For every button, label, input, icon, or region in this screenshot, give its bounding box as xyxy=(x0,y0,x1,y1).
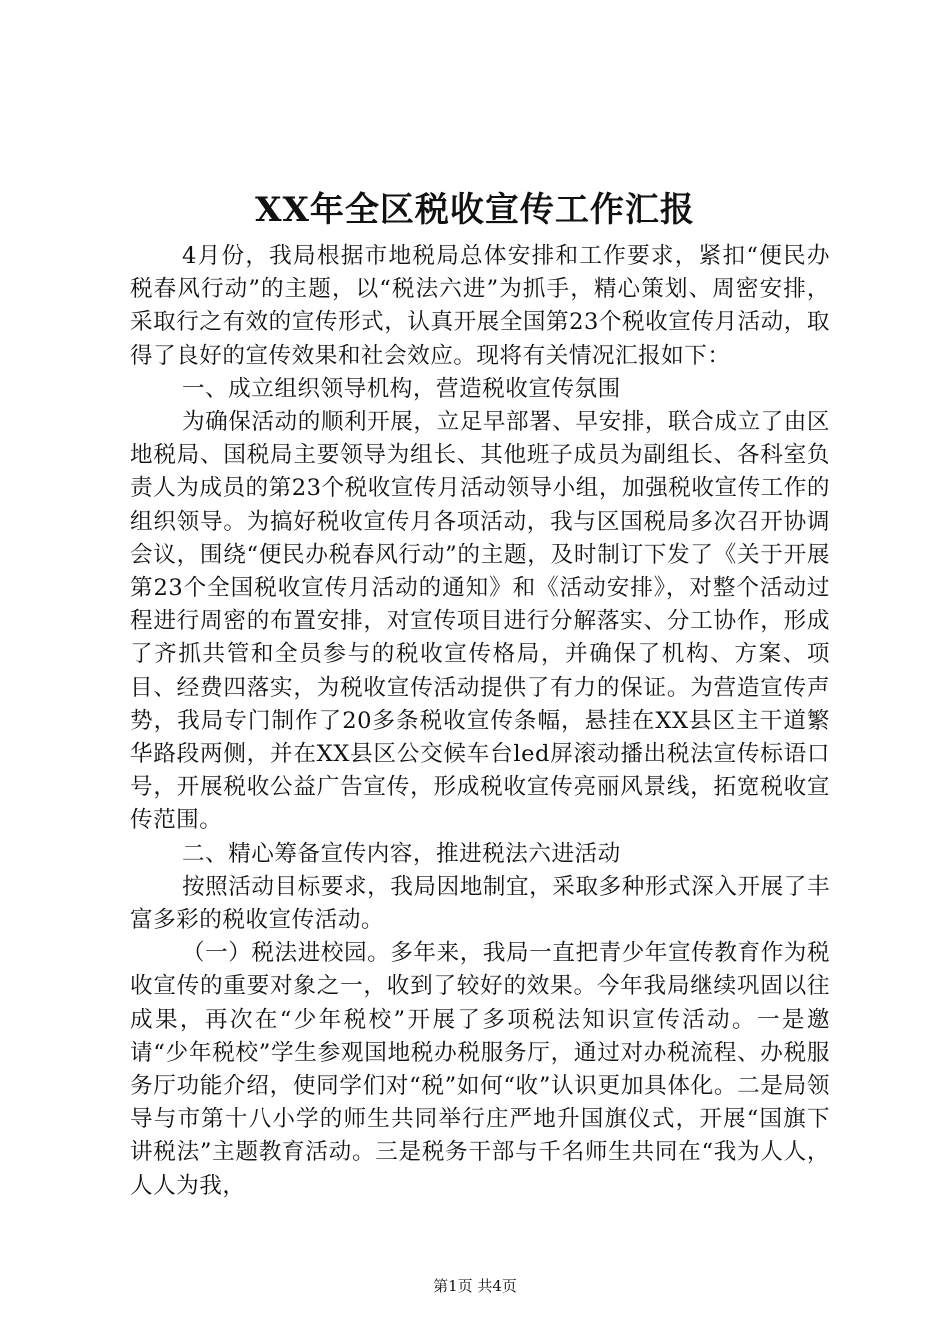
section-2-paragraph: 按照活动目标要求，我局因地制宜，采取多种形式深入开展了丰富多彩的税收宣传活动。 xyxy=(130,873,830,934)
document-title: XX年全区税收宣传工作汇报 xyxy=(255,190,695,230)
page-number: 第1页 共4页 xyxy=(433,1277,517,1295)
section-1-paragraph: 为确保活动的顺利开展，立足早部署、早安排，联合成立了由区地税局、国税局主要领导为组长、其他班子成员为副组长、各科室负责人为成员的第23个税收宣传月活动领导小组，加强税收宣传工作的组织领导。为搞好税收宣传月各项活动，我与区国税局多次召开协调会议，围绕“便民办税春风行动”的主题，及时制订下发了《关于开展第23个全国税收宣传月活动的通知》和《活动安排》，对整个活动过程进行周密的布置安排，对宣传项目进行分解落实、分工协作，形成了齐抓共管和全员参与的税收宣传格局，并确保了机构、方案、项目、经费四落实，为税收宣传活动提供了有力的保证。为营造宣传声势，我局专门制作了20多条税收宣传条幅，悬挂在XX县区主干道繁华路段两侧，并在XX县区公交候车台led屏滚动播出税法宣传标语口号，开展税收公益广告宣传，形成税收宣传亮丽风景线，拓宽税收宣传范围。 xyxy=(130,409,830,834)
document-body xyxy=(130,240,830,1203)
subsection-1-paragraph: （一）税法进校园。多年来，我局一直把青少年宣传教育作为税收宣传的重要对象之一，收到了较好的效果。今年我局继续巩固以往成果，再次在“少年税校”开展了多项税法知识宣传活动。一是邀请“少年税校”学生参观国地税办税服务厅，通过对办税流程、办税服务厅功能介绍，使同学们对“税”如何“收”认识更加具体化。二是局领导与市第十八小学的师生共同举行庄严地升国旗仪式，开展“国旗下讲税法”主题教育活动。三是税务干部与千名师生共同在“我为人人，人人为我， xyxy=(130,940,830,1199)
section-heading-1: 一、成立组织领导机构，营造税收宣传氛围 xyxy=(181,375,621,402)
section-heading-2: 二、精心筹备宣传内容，推进税法六进活动 xyxy=(181,840,621,867)
intro-paragraph: 4月份，我局根据市地税局总体安排和工作要求，紧扣“便民办税春风行动”的主题，以“税法六进”为抓手，精心策划、周密安排，采取行之有效的宣传形式，认真开展全国第23个税收宣传月活动，取得了良好的宣传效果和社会效应。现将有关情况汇报如下： xyxy=(130,243,830,369)
